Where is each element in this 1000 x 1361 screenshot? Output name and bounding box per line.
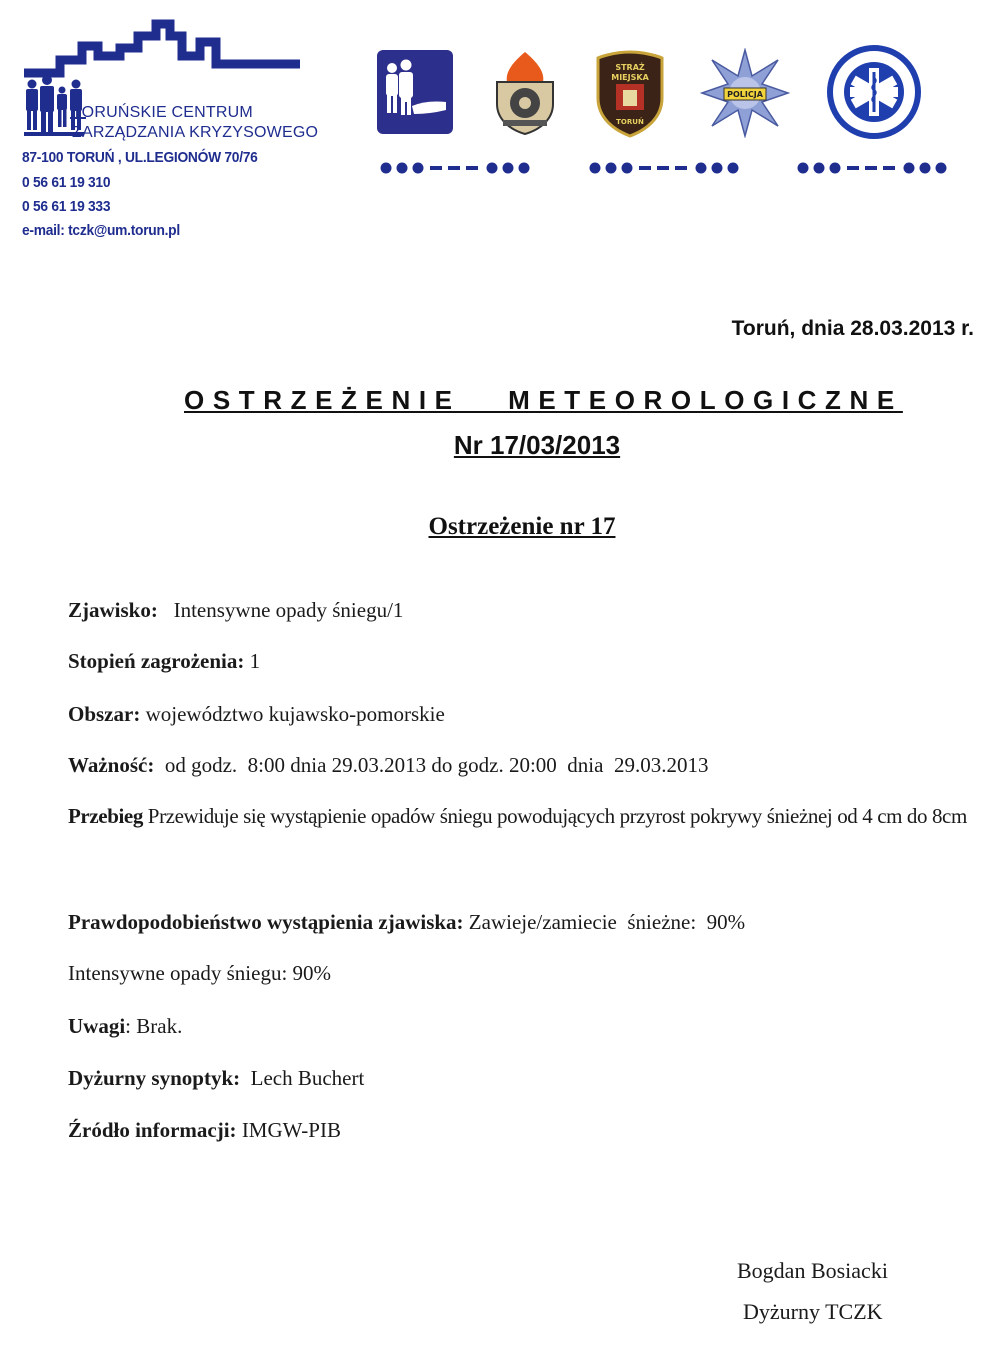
- org-phone-1: 0 56 61 19 310: [22, 174, 111, 191]
- field-value: Przewiduje się wystąpienie opadów śniegu powodujących przyrost pokrywy śnieżnej od 4 cm do 8cm: [147, 804, 967, 828]
- field-label: Prawdopodobieństwo wystąpienia zjawiska:: [68, 910, 464, 934]
- signature-name: Bogdan Bosiacki: [737, 1258, 888, 1283]
- org-name-line1: TORUŃSKIE CENTRUM: [72, 104, 253, 121]
- dot-dash-divider-2: [589, 158, 749, 178]
- field-value: Lech Buchert: [250, 1066, 365, 1090]
- svg-text:STRAŻ: STRAŻ: [615, 63, 645, 72]
- dot-dash-divider-3: [797, 158, 957, 178]
- fire-service-emblem: [485, 48, 565, 138]
- signature-role: Dyżurny TCZK: [743, 1299, 883, 1324]
- svg-text:POLICJA: POLICJA: [727, 90, 763, 99]
- medical-rescue-emblem: [826, 44, 922, 140]
- org-address: 87-100 TORUŃ , UL.LEGIONÓW 70/76: [22, 149, 258, 166]
- field-value: od godz. 8:00 dnia 29.03.2013 do godz. 20:00 dnia 29.03.2013: [164, 753, 709, 777]
- field-area: [68, 701, 978, 727]
- field-value: 1: [249, 649, 261, 673]
- field-label: Przebieg: [68, 804, 143, 828]
- field-course: [68, 803, 973, 829]
- field-phenomenon: [68, 597, 978, 623]
- svg-text:MIEJSKA: MIEJSKA: [611, 73, 649, 82]
- field-label: Dyżurny synoptyk:: [68, 1066, 241, 1090]
- field-value: : Brak.: [125, 1014, 183, 1038]
- field-validity: [68, 752, 978, 778]
- family-help-icon: [374, 48, 454, 138]
- warning-number: Nr 17/03/2013: [453, 430, 621, 460]
- document-title: OSTRZEŻENIE METEOROLOGICZNE: [184, 385, 903, 415]
- field-value: Zawieje/zamiecie śnieżne: 90%: [468, 910, 746, 934]
- field-synoptic: [68, 1065, 978, 1091]
- field-label: Zjawisko:: [68, 598, 158, 622]
- document-date: Toruń, dnia 28.03.2013 r.: [731, 317, 974, 340]
- field-label: Źródło informacji:: [68, 1118, 237, 1142]
- field-label: Uwagi: [68, 1014, 126, 1038]
- field-probability-extra: Intensywne opady śniegu: 90%: [68, 961, 332, 985]
- field-remarks: [68, 1013, 978, 1039]
- org-name-line2: ZARZĄDZANIA KRYZYSOWEGO: [72, 124, 319, 141]
- city-guard-badge: [590, 48, 670, 138]
- field-label: Ważność:: [68, 753, 155, 777]
- field-source: [68, 1117, 978, 1143]
- field-label: Stopień zagrożenia:: [68, 649, 245, 673]
- field-probability: [68, 909, 978, 935]
- field-value: województwo kujawsko-pomorskie: [145, 702, 445, 726]
- field-threat-level: [68, 648, 978, 674]
- org-phone-2: 0 56 61 19 333: [22, 198, 111, 215]
- field-label: Obszar:: [68, 702, 141, 726]
- warning-subtitle: Ostrzeżenie nr 17: [428, 513, 616, 540]
- field-value: Intensywne opady śniegu/1: [173, 598, 404, 622]
- org-email: e-mail: tczk@um.torun.pl: [22, 222, 180, 239]
- dot-dash-divider-1: [380, 158, 540, 178]
- field-value: IMGW-PIB: [241, 1118, 341, 1142]
- svg-text:TORUŃ: TORUŃ: [616, 118, 644, 126]
- police-star-badge: [700, 48, 780, 138]
